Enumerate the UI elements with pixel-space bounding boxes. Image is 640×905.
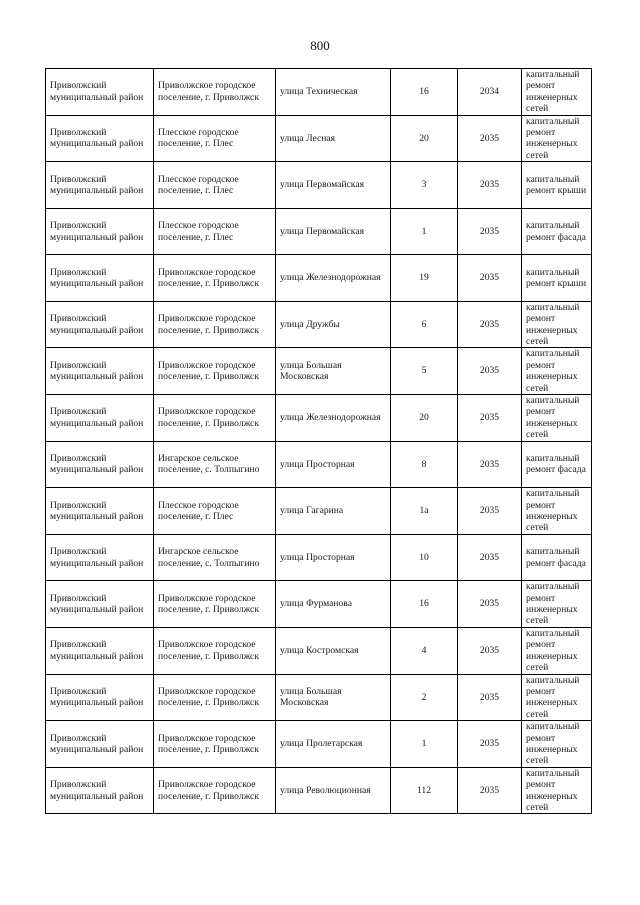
table-row: [46, 674, 592, 721]
cell-street: улица Просторная: [276, 441, 391, 488]
cell-street: улица Просторная: [276, 534, 391, 581]
table-row: [46, 488, 592, 535]
cell-house-number: 10: [391, 534, 458, 581]
cell-street: улица Революционная: [276, 767, 391, 814]
cell-work-type: капитальный ремонт крыши: [522, 255, 592, 302]
cell-district: Приволжский муниципальный район: [46, 721, 154, 768]
cell-year: 2035: [458, 301, 522, 348]
cell-settlement: Плесское городское поселение, г. Плес: [154, 115, 276, 162]
cell-year: 2035: [458, 255, 522, 302]
cell-street: улица Железнодорожная: [276, 255, 391, 302]
table-row: [46, 581, 592, 628]
cell-street: улица Железнодорожная: [276, 395, 391, 442]
cell-settlement: Приволжское городское поселение, г. Приволжск: [154, 69, 276, 116]
cell-street: улица Большая Московская: [276, 674, 391, 721]
cell-year: 2035: [458, 441, 522, 488]
cell-district: Приволжский муниципальный район: [46, 255, 154, 302]
cell-street: улица Лесная: [276, 115, 391, 162]
table-row: [46, 534, 592, 581]
cell-district: Приволжский муниципальный район: [46, 767, 154, 814]
cell-work-type: капитальный ремонт фасада: [522, 208, 592, 255]
cell-street: улица Первомайская: [276, 208, 391, 255]
cell-house-number: 6: [391, 301, 458, 348]
cell-work-type: капитальный ремонт инженерных сетей: [522, 115, 592, 162]
cell-settlement: Приволжское городское поселение, г. Приволжск: [154, 721, 276, 768]
table-row: [46, 162, 592, 209]
cell-work-type: капитальный ремонт крыши: [522, 162, 592, 209]
cell-work-type: капитальный ремонт инженерных сетей: [522, 301, 592, 348]
cell-district: Приволжский муниципальный район: [46, 534, 154, 581]
cell-work-type: капитальный ремонт инженерных сетей: [522, 395, 592, 442]
table-body: [46, 69, 592, 814]
cell-settlement: Приволжское городское поселение, г. Приволжск: [154, 301, 276, 348]
cell-house-number: 19: [391, 255, 458, 302]
cell-house-number: 2: [391, 674, 458, 721]
cell-work-type: капитальный ремонт инженерных сетей: [522, 69, 592, 116]
cell-settlement: Плесское городское поселение, г. Плес: [154, 162, 276, 209]
repair-schedule-table: [45, 68, 592, 814]
cell-settlement: Плесское городское поселение, г. Плес: [154, 208, 276, 255]
table-row: [46, 255, 592, 302]
cell-district: Приволжский муниципальный район: [46, 69, 154, 116]
cell-settlement: Приволжское городское поселение, г. Приволжск: [154, 255, 276, 302]
table-row: [46, 348, 592, 395]
cell-street: улица Первомайская: [276, 162, 391, 209]
cell-street: улица Большая Московская: [276, 348, 391, 395]
cell-work-type: капитальный ремонт инженерных сетей: [522, 721, 592, 768]
cell-district: Приволжский муниципальный район: [46, 488, 154, 535]
cell-house-number: 1: [391, 208, 458, 255]
cell-street: улица Гагарина: [276, 488, 391, 535]
cell-settlement: Приволжское городское поселение, г. Приволжск: [154, 581, 276, 628]
cell-work-type: капитальный ремонт инженерных сетей: [522, 488, 592, 535]
cell-settlement: Приволжское городское поселение, г. Приволжск: [154, 395, 276, 442]
cell-street: улица Техническая: [276, 69, 391, 116]
cell-year: 2035: [458, 208, 522, 255]
cell-year: 2035: [458, 488, 522, 535]
cell-year: 2035: [458, 721, 522, 768]
cell-district: Приволжский муниципальный район: [46, 162, 154, 209]
cell-street: улица Пролетарская: [276, 721, 391, 768]
cell-work-type: капитальный ремонт инженерных сетей: [522, 581, 592, 628]
cell-house-number: 8: [391, 441, 458, 488]
cell-work-type: капитальный ремонт фасада: [522, 534, 592, 581]
cell-year: 2035: [458, 162, 522, 209]
cell-house-number: 20: [391, 115, 458, 162]
table-row: [46, 395, 592, 442]
cell-district: Приволжский муниципальный район: [46, 208, 154, 255]
cell-settlement: Приволжское городское поселение, г. Приволжск: [154, 674, 276, 721]
table-row: [46, 627, 592, 674]
cell-house-number: 20: [391, 395, 458, 442]
cell-settlement: Плесское городское поселение, г. Плес: [154, 488, 276, 535]
cell-district: Приволжский муниципальный район: [46, 674, 154, 721]
cell-work-type: капитальный ремонт инженерных сетей: [522, 674, 592, 721]
cell-house-number: 16: [391, 69, 458, 116]
cell-settlement: Приволжское городское поселение, г. Приволжск: [154, 348, 276, 395]
cell-work-type: капитальный ремонт инженерных сетей: [522, 348, 592, 395]
cell-house-number: 3: [391, 162, 458, 209]
cell-year: 2035: [458, 115, 522, 162]
table-row: [46, 721, 592, 768]
table-row: [46, 301, 592, 348]
cell-work-type: капитальный ремонт инженерных сетей: [522, 767, 592, 814]
cell-settlement: Приволжское городское поселение, г. Приволжск: [154, 627, 276, 674]
cell-district: Приволжский муниципальный район: [46, 581, 154, 628]
cell-year: 2035: [458, 674, 522, 721]
cell-work-type: капитальный ремонт инженерных сетей: [522, 627, 592, 674]
cell-house-number: 1: [391, 721, 458, 768]
cell-house-number: 4: [391, 627, 458, 674]
cell-district: Приволжский муниципальный район: [46, 395, 154, 442]
page-number: 800: [310, 38, 330, 53]
cell-street: улица Костромская: [276, 627, 391, 674]
cell-district: Приволжский муниципальный район: [46, 627, 154, 674]
cell-district: Приволжский муниципальный район: [46, 441, 154, 488]
cell-district: Приволжский муниципальный район: [46, 348, 154, 395]
table-row: [46, 115, 592, 162]
cell-year: 2034: [458, 69, 522, 116]
cell-year: 2035: [458, 395, 522, 442]
table-row: [46, 208, 592, 255]
cell-house-number: 112: [391, 767, 458, 814]
cell-house-number: 16: [391, 581, 458, 628]
cell-year: 2035: [458, 767, 522, 814]
table-row: [46, 767, 592, 814]
cell-house-number: 1а: [391, 488, 458, 535]
cell-year: 2035: [458, 534, 522, 581]
cell-district: Приволжский муниципальный район: [46, 115, 154, 162]
cell-street: улица Дружбы: [276, 301, 391, 348]
table-row: [46, 69, 592, 116]
cell-street: улица Фурманова: [276, 581, 391, 628]
cell-settlement: Ингарское сельское поселение, с. Толпыгино: [154, 441, 276, 488]
cell-year: 2035: [458, 627, 522, 674]
cell-house-number: 5: [391, 348, 458, 395]
cell-year: 2035: [458, 348, 522, 395]
cell-work-type: капитальный ремонт фасада: [522, 441, 592, 488]
cell-district: Приволжский муниципальный район: [46, 301, 154, 348]
cell-settlement: Ингарское сельское поселение, с. Толпыгино: [154, 534, 276, 581]
table-row: [46, 441, 592, 488]
cell-settlement: Приволжское городское поселение, г. Приволжск: [154, 767, 276, 814]
cell-year: 2035: [458, 581, 522, 628]
